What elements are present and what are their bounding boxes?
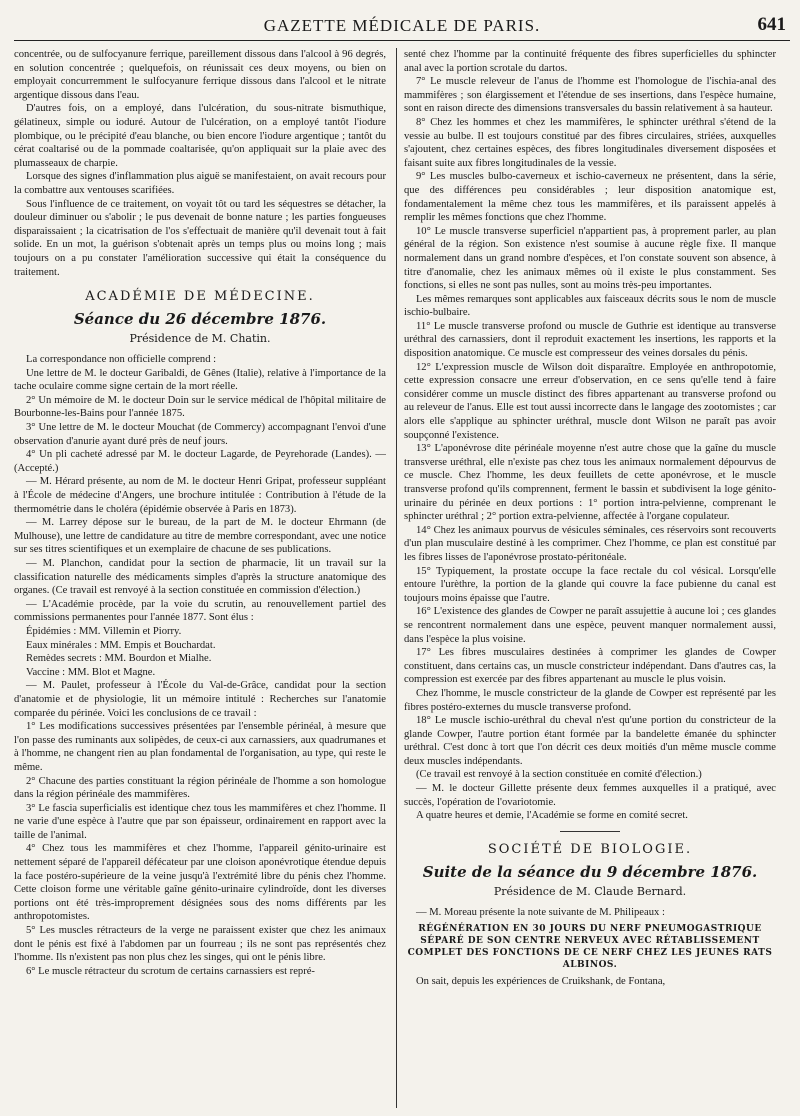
paragraph: 15° Typiquement, la prostate occupe la face rectale du col vésical. Lorsqu'elle entoure l'urèthre, la portion de la glande qui couvre la face pubienne du canal est toujours moins épaisse que l'autre. [404, 565, 776, 604]
journal-title: GAZETTE MÉDICALE DE PARIS. [263, 16, 541, 35]
paragraph: Sous l'influence de ce traitement, on voyait tôt ou tard les séquestres se détacher, la douleur diminuer ou s'abolir ; le pus devenait de bonne nature ; les parties fongueuses disparaissaient ; la cicatrisation de l'os s'effectuait de manière qu'il devenait tout à fait solide. En un mot, la guérison s'obtenait après un temps plus ou moins long ; mais toujours on a pu constater l'amélioration successive qui était la conséquence du traitement. [14, 198, 386, 278]
column-divider [396, 48, 397, 1108]
paragraph: Une lettre de M. le docteur Garibaldi, de Gênes (Italie), relative à l'importance de la tache oculaire comme signe certain de la mort réelle. [14, 367, 386, 393]
paragraph: 17° Les fibres musculaires destinées à comprimer les glandes de Cowper constituent, dans certains cas, un muscle constricteur indépendant. Dans d'autres cas, la compression est exercée par des fibres appartenant au muscle le plus voisin. [404, 647, 776, 686]
paragraph: On sait, depuis les expériences de Cruikshank, de Fontana, [416, 976, 666, 988]
paragraph: — M. le docteur Gillette présente deux femmes auxquelles il a pratiqué, avec succès, l'opération de l'ovariotomie. [404, 783, 776, 808]
left-column [14, 48, 386, 1108]
paragraph: 4° Un pli cacheté adressé par M. le docteur Lagarde, de Peyrehorade (Landes). — (Accepté.) [14, 449, 386, 474]
paragraph: 9° Les muscles bulbo-caverneux et ischio-caverneux ne présentent, dans la série, que des différences peu considérables ; leur disposition anatomique est, fondamentalement la même chez tous les mammifères, et ils paraissent appelés à remplir les mêmes fonctions que chez l'homme. [404, 171, 776, 224]
paragraph: — M. Moreau présente la note suivante de M. Philipeaux : [416, 906, 665, 918]
right-column [404, 48, 776, 1108]
presidence-line: Présidence de M. Claude Bernard. [493, 884, 687, 898]
two-column-body [14, 48, 790, 1108]
paragraph: — M. Hérard présente, au nom de M. le docteur Henri Gripat, professeur suppléant à l'École de médecine d'Angers, une brochure intitulée : Contribution à l'étude de la thermométrie dans le choléra (épidémie observée à Paris en 1873). [14, 476, 386, 515]
paragraph: Les mêmes remarques sont applicables aux faisceaux décrits sous le nom de muscle ischio-bulbaire. [404, 293, 776, 319]
section-heading-societe: SOCIÉTÉ DE BIOLOGIE. [487, 841, 693, 857]
paragraph: 3° Le fascia superficialis est identique chez tous les mammifères et chez l'homme. Il ne varie d'une espèce à l'autre que par son épaisseur, ordinairement en rapport avec la taille de l'animal. [14, 802, 386, 841]
list-item: Eaux minérales : MM. Empis et Bouchardat. [26, 639, 216, 651]
paragraph: 2° Un mémoire de M. le docteur Doin sur le service médical de l'hôpital militaire de Bourbonne-les-Bains pour l'année 1875. [14, 394, 386, 420]
paragraph: Lorsque des signes d'inflammation plus aiguë se manifestaient, on avait recours pour la combattre aux ventouses scarifiées. [14, 171, 386, 196]
list-item: Épidémies : MM. Villemin et Piorry. [26, 625, 182, 637]
section-separator [560, 831, 620, 832]
newspaper-page [14, 10, 790, 1110]
paragraph: A quatre heures et demie, l'Académie se forme en comité secret. [416, 810, 688, 822]
paragraph: — L'Académie procède, par la voie du scrutin, au renouvellement partiel des commissions permanentes pour l'année 1877. Sont élus : [14, 598, 386, 624]
paragraph: 8° Chez les hommes et chez les mammifères, le sphincter uréthral s'étend de la vessie au bulbe. Il est toujours constitué par des fibres circulaires, striées, auxquelles s'ajoutent, chez certaines espèces, des fibres longitudinales diversement disposées et faisant suite aux fibres longitudinales de la vessie. [404, 116, 776, 169]
paragraph: 12° L'expression muscle de Wilson doit disparaître. Employée en anthropotomie, cette expression consacre une erreur d'observation, en ce sens qu'elle tend à faire considérer comme un muscle distinct des fibres appartenant au transverse profond ou au releveur de l'anus. Elle est tout aussi incorrecte dans le langage des zootomistes ; car alors elle s'applique au sphincter uréthral, muscle dont Wilson ne paraît pas avoir soupçonné l'existence. [404, 361, 776, 441]
paragraph: — M. Paulet, professeur à l'École du Val-de-Grâce, candidat pour la section d'anatomie et de physiologie, lit un mémoire intitulé : Recherches sur l'anatomie comparée du périnée. Voici les conclusions de ce travail : [14, 680, 386, 719]
paragraph: 6° Le muscle rétracteur du scrotum de certains carnassiers est repré- [26, 965, 315, 977]
paragraph: — M. Planchon, candidat pour la section de pharmacie, lit un travail sur la classification naturelle des médicaments simples d'après la structure anatomique des organes. (Ce travail est renvoyé à la section constituée en commission d'élection.) [14, 558, 386, 597]
paragraph: 4° Chez tous les mammifères et chez l'homme, l'appareil génito-urinaire est nettement séparé de l'appareil défécateur par une cloison aponévrotique étendue depuis la face postéro-supérieure de la veine jusqu'à l'extrémité libre du pénis chez l'homme. Cette cloison forme une véritable gaîne génito-urinaire cylindroïde, dont les diverses portions ont été très-improprement désignées sous des noms différents par les anthropotomistes. [14, 843, 386, 923]
paragraph: 16° L'existence des glandes de Cowper ne paraît assujettie à aucune loi ; ces glandes se rencontrent normalement dans une espèce, peuvent manquer normalement aussi, dans l'espèce la plus voisine. [404, 606, 776, 645]
seance-title: Suite de la séance du 9 décembre 1876. [422, 862, 758, 881]
paragraph: 10° Le muscle transverse superficiel n'appartient pas, à proprement parler, au plan général de la région. Son existence n'est soumise à aucune règle fixe. Il manque normalement dans un grand nombre d'espèces, et l'on constate souvent son absence, à titre d'anomalie, chez les animaux mêmes où il existe le plus constamment. Ses fonctions, si elles ne sont pas nulles, sont au moins très-peu importantes. [404, 225, 776, 292]
paragraph: D'autres fois, on a employé, dans l'ulcération, du sous-nitrate bismuthique, gélatineux, simple ou ioduré. Autour de l'ulcération, on a employé tantôt l'iodure plombique, ou le précipité d'eau blanche, ou bien encore l'iodure argentique ; tantôt du cérat coaltarisé ou de la pommade coaltarisée, qu'on appliquait sur la plaie avec des plumasseaux de charpie. [14, 103, 386, 169]
paragraph: senté chez l'homme par la continuité fréquente des fibres superficielles du sphincter anal avec la portion scrotale du dartos. [404, 49, 776, 74]
paragraph: Chez l'homme, le muscle constricteur de la glande de Cowper est représenté par les fibres postéro-externes du muscle transverse profond. [404, 687, 776, 713]
note-title: RÉGÉNÉRATION EN 30 JOURS DU NERF PNEUMOGASTRIQUE SÉPARÉ DE SON CENTRE NERVEUX AVEC RÉTABLISSEMENT COMPLET DES FONCTIONS DE CE NERF CHEZ LES JEUNES RATS ALBINOS. [407, 924, 773, 971]
paragraph: 14° Chez les animaux pourvus de vésicules séminales, ces réservoirs sont recouverts d'un plan musculaire destiné à les comprimer. Chez l'homme, ce plan est constitué par les fibres lisses de l'aponévrose prostato-péritonéale. [404, 524, 776, 563]
page-header [14, 10, 790, 41]
paragraph: (Ce travail est renvoyé à la section constituée en comité d'élection.) [416, 769, 702, 781]
list-item: Vaccine : MM. Blot et Magne. [26, 666, 156, 678]
paragraph: 3° Une lettre de M. le docteur Mouchat (de Commercy) accompagnant l'envoi d'une observation d'anurie ayant duré près de neuf jours. [14, 422, 386, 447]
paragraph: — M. Larrey dépose sur le bureau, de la part de M. le docteur Ehrmann (de Mulhouse), une lettre de candidature au titre de membre correspondant, avec une notice sur ses titres scientifiques et un exemplaire de chacune de ses publications. [14, 517, 386, 556]
paragraph: 5° Les muscles rétracteurs de la verge ne paraissent exister que chez les animaux dont le pénis est fixé à l'abdomen par un fourreau ; ils ne sont pas représentés chez l'homme. Ils n'existent pas non plus chez les singes, qui ont le pénis libre. [14, 925, 386, 964]
paragraph: 2° Chacune des parties constituant la région périnéale de l'homme a son homologue dans la région périnéale des mammifères. [14, 775, 386, 801]
list-item: Remèdes secrets : MM. Bourdon et Mialhe. [26, 653, 212, 665]
seance-title: Séance du 26 décembre 1876. [73, 310, 327, 329]
paragraph: 1° Les modifications successives présentées par l'ensemble périnéal, à mesure que l'on passe des ruminants aux solipèdes, de ceux-ci aux carnassiers, aux quadrumanes et à l'homme, ne changent rien au plan fondamental de l'organisation, au type, qui reste le même. [14, 721, 386, 773]
presidence-line: Présidence de M. Chatin. [129, 332, 271, 346]
page-number: 641 [757, 14, 786, 35]
section-heading-academie: ACADÉMIE DE MÉDECINE. [85, 289, 315, 305]
paragraph: La correspondance non officielle comprend : [26, 354, 217, 366]
paragraph: 7° Le muscle releveur de l'anus de l'homme est l'homologue de l'ischia-anal des mammifères ; son élargissement et l'étendue de ses insertions, dans l'espèce humaine, sont en raison directe des dimensions transversales du bassin relativement à sa hauteur. [404, 76, 776, 115]
paragraph: concentrée, ou de sulfocyanure ferrique, pareillement dissous dans l'alcool à 96 degrés, en solution concentrée ; quelquefois, on réunissait ces deux moyens, ou bien on employait concurremment le sulfocyanure ferrique dissous dans l'alcool et le nitrate argentique dissous dans l'eau. [14, 49, 386, 101]
paragraph: 11° Le muscle transverse profond ou muscle de Guthrie est identique au transverse uréthral des carnassiers, dont il reproduit exactement les insertions, les rapports et la disposition anatomique. Ce muscle est compresseur des veines dorsales du pénis. [404, 320, 776, 360]
paragraph: 18° Le muscle ischio-uréthral du cheval n'est qu'une portion du constricteur de la glande Cowper, l'autre portion étant formée par la bandelette émanée du sphincter uréthral. C'est donc à tort que l'on décrit ces deux moitiés d'un même muscle comme deux muscles indépendants. [404, 715, 776, 767]
paragraph: 13° L'aponévrose dite périnéale moyenne n'est autre chose que la gaîne du muscle transverse uréthral, elle n'existe pas chez tous les animaux normalement dépourvus de ce muscle. Chez l'homme, les deux feuillets de cette aponévrose, et le muscle transverse profond qu'ils comprennent, ferment le bassin et subdivisent la loge génito-urinaire du périnée en deux portions : 1° portion intra-pelvienne, comprenant le sphincter uréthral ; 2° portion extra-pelvienne, affectée à l'organe copulateur. [404, 443, 776, 523]
